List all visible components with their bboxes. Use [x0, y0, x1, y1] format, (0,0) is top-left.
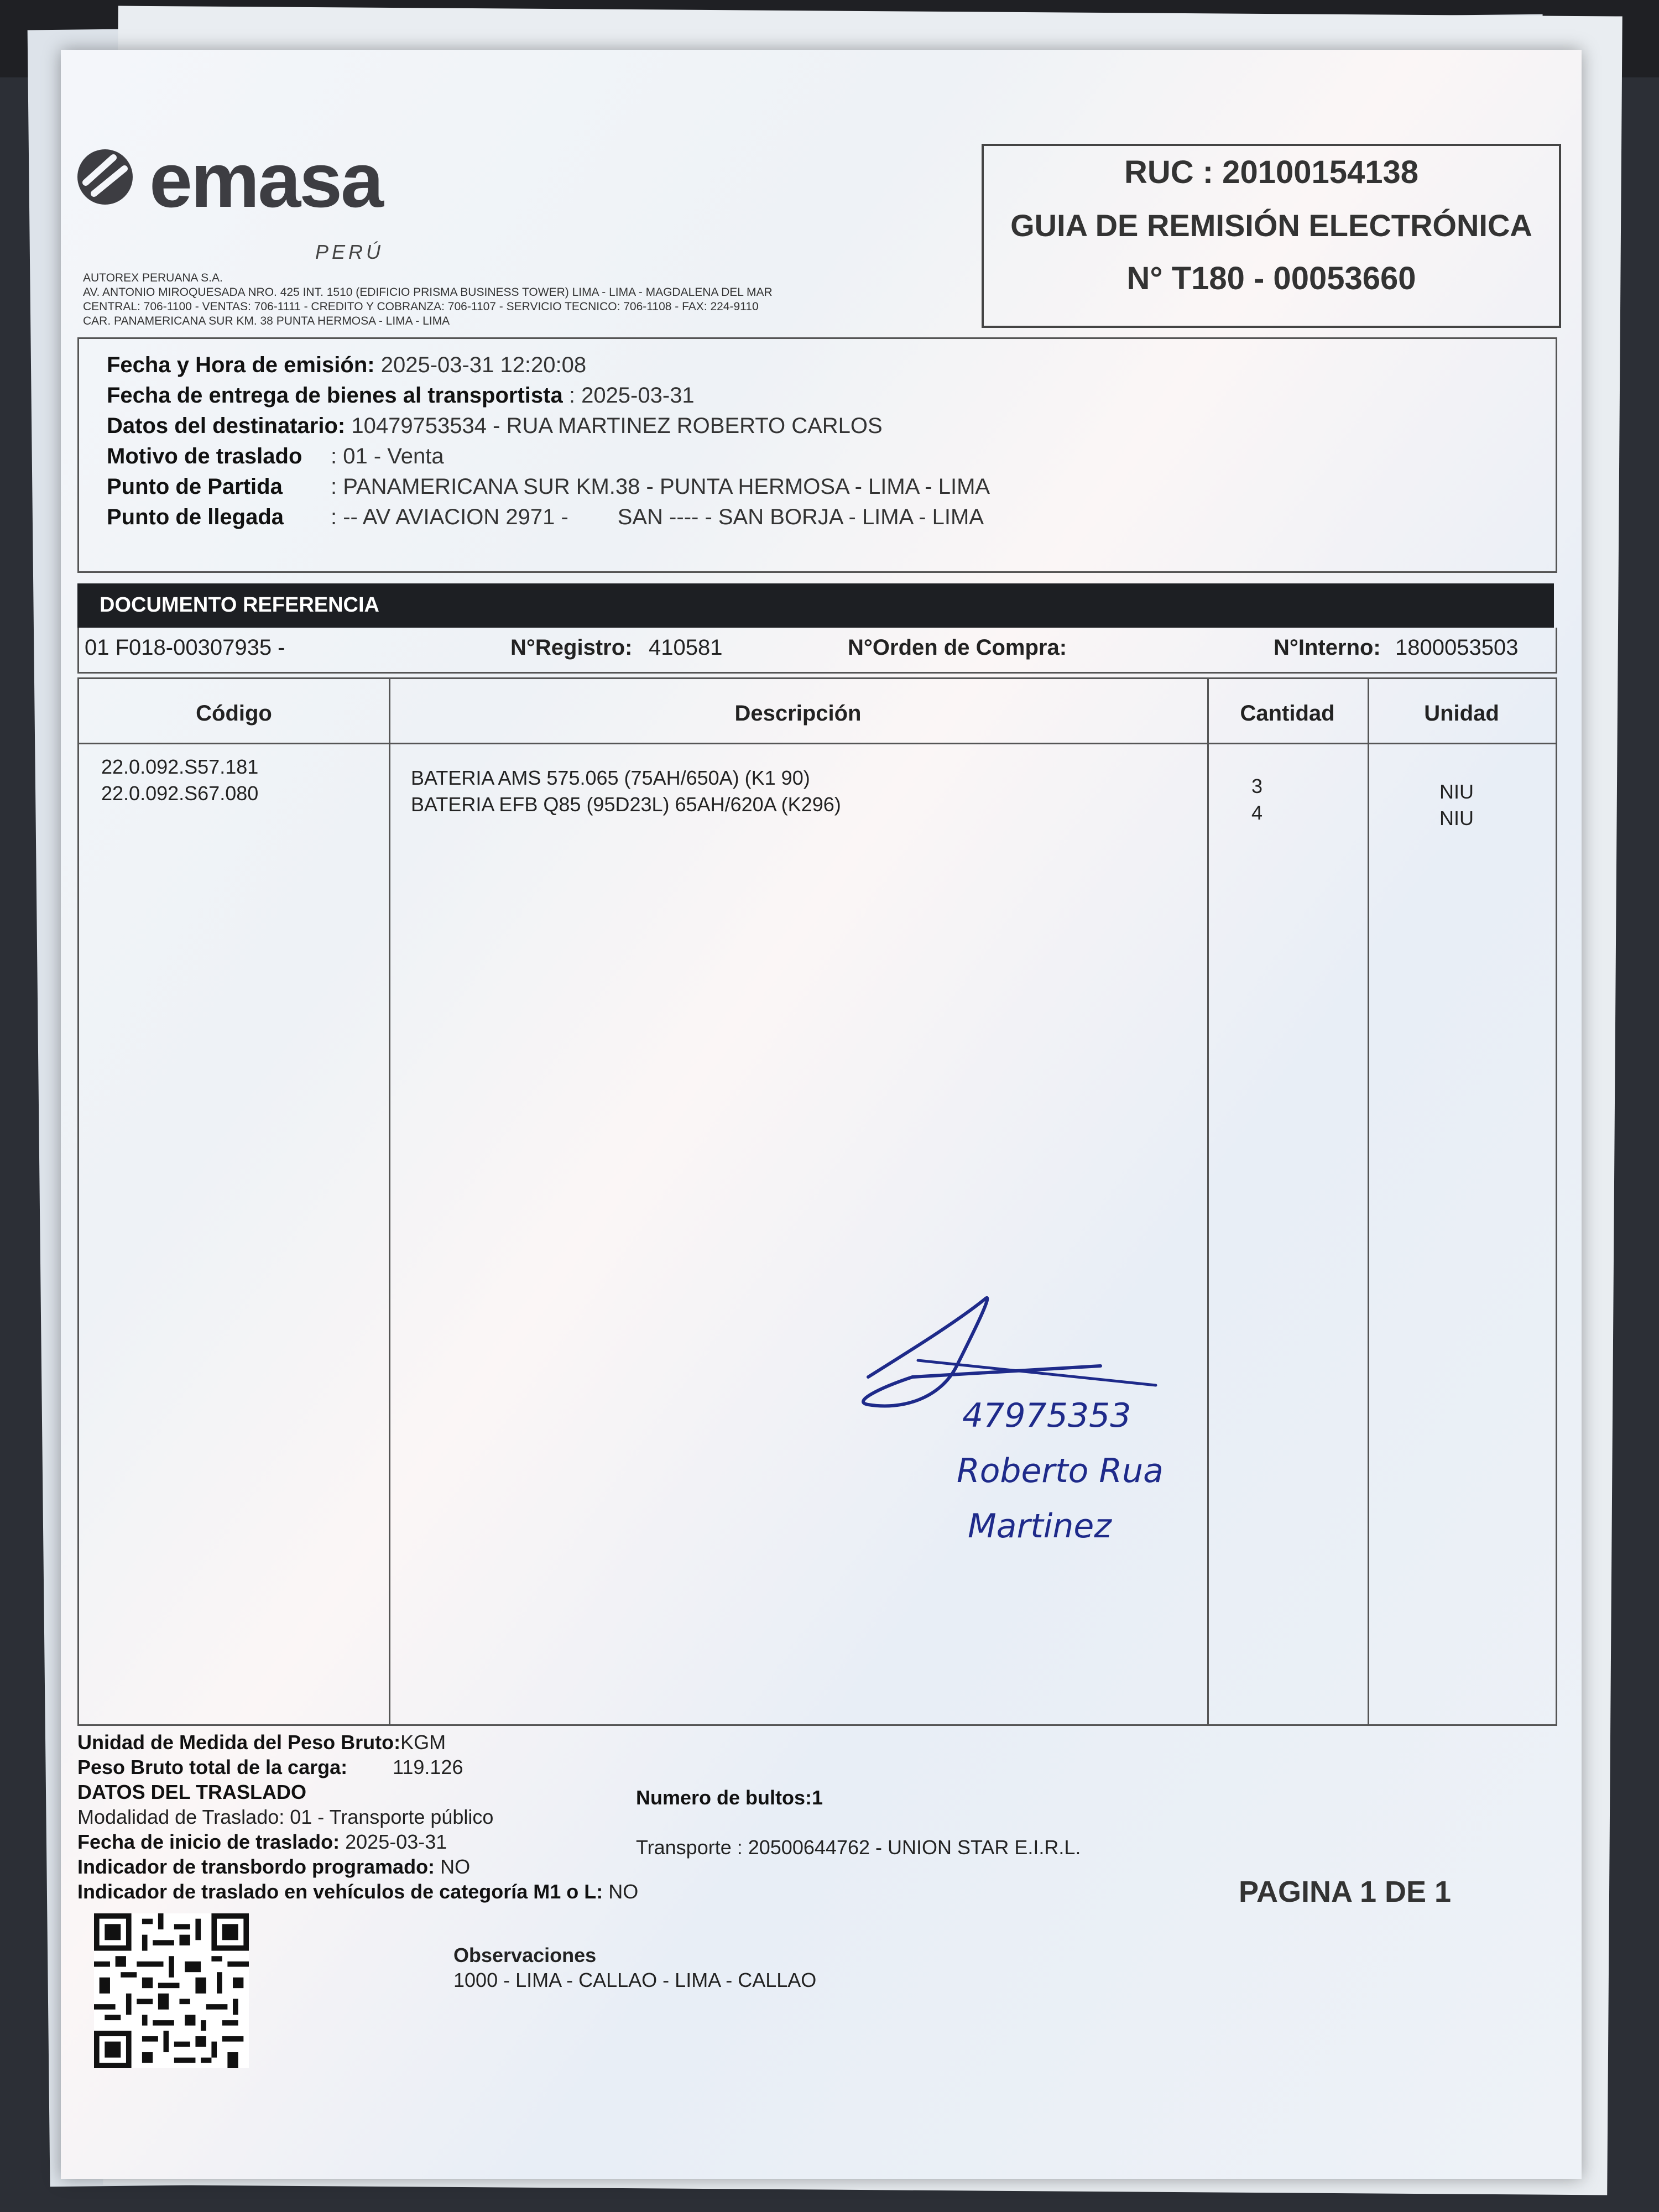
- signature-name: Roberto Rua: [957, 1452, 1164, 1490]
- row-1-codigo: 22.0.092.S57.181: [101, 755, 259, 778]
- company-name: AUTOREX PERUANA S.A.: [83, 272, 223, 284]
- company-info: [83, 271, 946, 328]
- page-indicator: PAGINA 1 DE 1: [1239, 1875, 1452, 1908]
- signature-surname: Martinez: [968, 1507, 1112, 1546]
- delivery-label: Fecha de entrega de bienes al transportista: [107, 383, 563, 408]
- company-phones: CENTRAL: 706-1100 - VENTAS: 706-1111 - CREDITO Y COBRANZA: 706-1107 - SERVICIO TECNICO: 706-1108 - FAX: 224-9110: [83, 300, 759, 313]
- reason-value: : 01 - Venta: [331, 444, 444, 468]
- m1-vehicle-label: Indicador de traslado en vehículos de categoría M1 o L:: [77, 1880, 603, 1903]
- transfer-data-title: DATOS DEL TRASLADO: [77, 1781, 307, 1803]
- reason-row: [107, 444, 444, 469]
- destination-label: Punto de llegada: [107, 505, 284, 529]
- signature-id: 47975353: [962, 1396, 1131, 1435]
- row-2-cantidad: 4: [1251, 801, 1263, 824]
- purchase-order-label: N°Orden de Compra:: [848, 635, 1067, 660]
- transfer-mode: Modalidad de Traslado: 01 - Transporte público: [77, 1806, 494, 1828]
- reference-document: 01 F018-00307935 -: [85, 635, 285, 660]
- company-plant: CAR. PANAMERICANA SUR KM. 38 PUNTA HERMOSA - LIMA - LIMA: [83, 315, 450, 327]
- reason-label: Motivo de traslado: [107, 444, 302, 468]
- header-cantidad: Cantidad: [1240, 701, 1335, 726]
- delivery-value: : 2025-03-31: [568, 383, 695, 408]
- company-address: AV. ANTONIO MIROQUESADA NRO. 425 INT. 1510 (EDIFICIO PRISMA BUSINESS TOWER) LIMA - LIMA - MAGDALENA DEL MAR: [83, 286, 773, 299]
- emission-label: Fecha y Hora de emisión:: [107, 353, 375, 377]
- column-divider: [389, 679, 390, 1724]
- registro-label: N°Registro:: [510, 635, 633, 660]
- origin-value: : PANAMERICANA SUR KM.38 - PUNTA HERMOSA - LIMA - LIMA: [331, 474, 990, 499]
- gross-weight-label: Peso Bruto total de la carga:: [77, 1756, 348, 1778]
- qr-code-icon: [94, 1913, 249, 2068]
- document-header-box: [982, 144, 1561, 328]
- document-number: N° T180 - 00053660: [1126, 260, 1416, 296]
- row-2-unidad: NIU: [1439, 807, 1474, 830]
- transfer-start-label: Fecha de inicio de traslado:: [77, 1830, 340, 1853]
- registro-value: 410581: [649, 635, 723, 660]
- row-2-descripcion: BATERIA EFB Q85 (95D23L) 65AH/620A (K296): [411, 793, 841, 816]
- internal-number-value: 1800053503: [1395, 635, 1519, 660]
- transshipment-label: Indicador de transbordo programado:: [77, 1855, 435, 1878]
- header-descripcion: Descripción: [734, 701, 862, 726]
- internal-number-label: N°Interno:: [1274, 635, 1381, 660]
- header-codigo: Código: [196, 701, 272, 726]
- column-divider: [1207, 679, 1209, 1724]
- emission-value: 2025-03-31 12:20:08: [380, 353, 587, 377]
- carrier: Transporte : 20500644762 - UNION STAR E.I.R.L.: [636, 1836, 1081, 1859]
- transshipment-indicator: [77, 1855, 470, 1879]
- gross-weight: [77, 1756, 463, 1779]
- m1-vehicle-indicator: [77, 1880, 638, 1903]
- weight-unit-label: Unidad de Medida del Peso Bruto:: [77, 1731, 401, 1754]
- reference-row: [77, 628, 1557, 674]
- items-table: [77, 677, 1557, 1726]
- transfer-start: [77, 1830, 447, 1854]
- recipient-label: Datos del destinatario:: [107, 414, 346, 438]
- emission-row: [107, 353, 586, 378]
- company-logo-country: PERÚ: [315, 241, 384, 263]
- package-count-label: Numero de bultos:: [636, 1786, 812, 1809]
- observations-value: 1000 - LIMA - CALLAO - LIMA - CALLAO: [453, 1969, 817, 1991]
- row-1-descripcion: BATERIA AMS 575.065 (75AH/650A) (K1 90): [411, 766, 810, 789]
- emasa-logo-icon: [75, 144, 135, 210]
- package-count-value: 1: [812, 1786, 823, 1809]
- company-logo-text: emasa: [149, 137, 382, 223]
- m1-vehicle-value: NO: [608, 1880, 639, 1903]
- package-count: [636, 1786, 823, 1809]
- ruc-number: RUC : 20100154138: [1124, 154, 1419, 190]
- observations-label: Observaciones: [453, 1944, 597, 1966]
- delivery-row: [107, 383, 695, 408]
- weight-unit-value: KGM: [400, 1731, 446, 1754]
- document-page: [61, 50, 1582, 2179]
- destination-row: [107, 505, 984, 530]
- reference-bar: [77, 583, 1554, 628]
- column-divider: [1368, 679, 1369, 1724]
- header-unidad: Unidad: [1424, 701, 1499, 726]
- shipment-info-box: [77, 337, 1557, 573]
- document-type: GUIA DE REMISIÓN ELECTRÓNICA: [1010, 208, 1532, 243]
- transfer-start-value: 2025-03-31: [345, 1830, 447, 1853]
- transshipment-value: NO: [440, 1855, 471, 1878]
- row-1-cantidad: 3: [1251, 775, 1263, 797]
- recipient-value: 10479753534 - RUA MARTINEZ ROBERTO CARLOS: [351, 414, 883, 438]
- header-divider: [79, 743, 1556, 744]
- row-1-unidad: NIU: [1439, 780, 1474, 803]
- recipient-row: [107, 414, 883, 439]
- origin-label: Punto de Partida: [107, 474, 283, 499]
- destination-value: : -- AV AVIACION 2971 - SAN ---- - SAN BORJA - LIMA - LIMA: [331, 505, 984, 529]
- gross-weight-value: 119.126: [393, 1756, 463, 1778]
- weight-unit: [77, 1731, 446, 1754]
- row-2-codigo: 22.0.092.S67.080: [101, 782, 259, 805]
- handwritten-signature: [846, 1266, 1233, 1554]
- origin-row: [107, 474, 990, 499]
- reference-title: DOCUMENTO REFERENCIA: [100, 593, 379, 617]
